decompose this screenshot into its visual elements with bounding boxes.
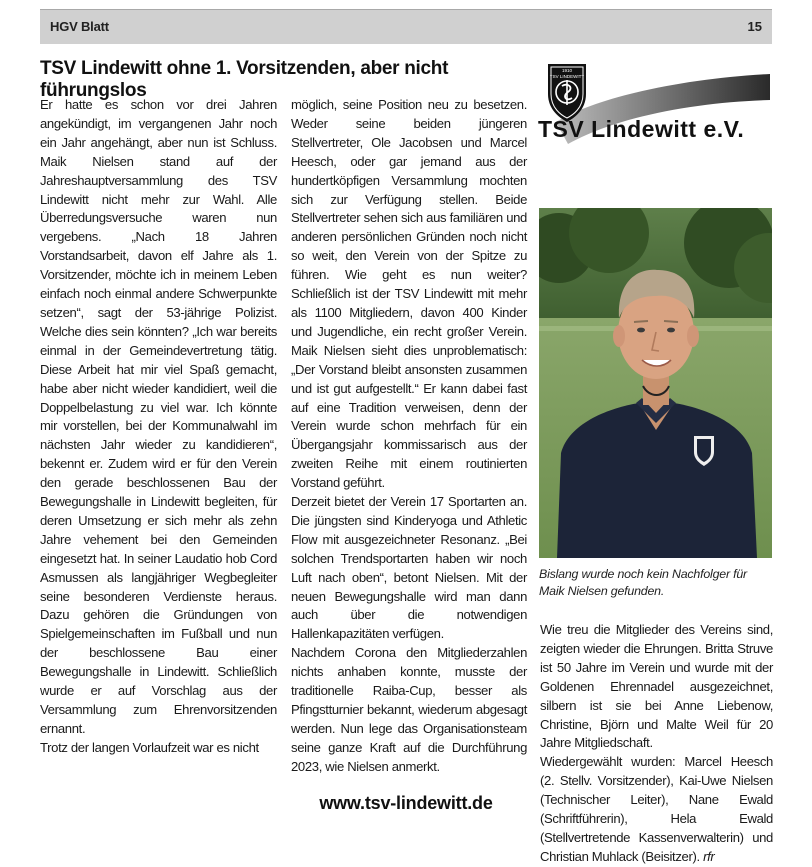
reelection-text: Wiedergewählt wurden: Marcel Heesch (2. Stellv. Vorsitzender), Kai-Uwe Nielsen (Technischer Leiter), Nane Ewald (Schriftführerin), Hela Ewald (Stellvertretende Kassenverwalterin) und Christian Muhlack (Beisitzer).: [540, 754, 773, 864]
club-logo: [538, 58, 772, 146]
publication-title: HGV Blatt: [50, 19, 109, 34]
article-paragraph-flow: Trotz der langen Vorlaufzeit war es nicht: [40, 739, 259, 755]
article-paragraph: Derzeit bietet der Verein 17 Sportarten an. Die jüngsten sind Kinderyoga und Athletic Flow mit ausgezeichneter Resonanz. „Bei solchen Trendsportarten haben wir noch Luft nach oben“, betont Nielsen. Mit der neuen Bewegungshalle wird man dann auch über die notwendigen Hallenkapazitäten verfügen.: [291, 494, 527, 642]
author-signature: rfr: [703, 848, 715, 864]
portrait-illustration: [539, 208, 772, 558]
article-paragraph-continued: möglich, seine Position neu zu besetzen. Weder seine beiden jüngeren Stellvertreter, Ole Jacobsen und Marcel Heesch, oder gar jemand aus der hundertköpfigen Versammlung mochten sich zur Verfügung stellen. Beide Stellvertreter sehen sich aus familiären und anderen persönlichen Gründen noch nicht so weit, den Verein von der Spitze zu führen. Wie geht es nun weiter? Schließlich ist der TSV Lindewitt mit mehr als 1100 Mitgliedern, davon 400 Kinder und Jugendliche, ein recht großer Verein. Maik Nielsen sieht dies unproblematisch: „Der Vorstand bleibt ansonsten zusammen und ist gut aufgestellt.“ Er kann dabei fast auf eine Tradition verweisen, denn der Verein wurde schon mehrfach für ein Übergangsjahr kommissarisch aus der zweiten Reihe mit einem routinierten Vorstand geführt.: [291, 97, 527, 491]
article-column-1: [40, 96, 277, 758]
article-headline: TSV Lindewitt ohne 1. Vorsitzenden, aber nicht führungslos: [40, 58, 449, 101]
article-paragraph-continued: Wie treu die Mitglieder des Vereins sind, zeigten wieder die Ehrungen. Britta Struve ist 50 Jahre im Verein und wurde mit der Goldenen Ehrennadel ausgezeichnet, silbern ist sie bei Anne Liebenow, Christine, Björn und Malte Weil für 20 Jahre Mitgliedschaft.: [540, 622, 773, 751]
article-paragraph: Er hatte es schon vor drei Jahren angekündigt, im vergangenen Jahr noch ein Jahr angehängt, aber nun ist Schluss. Maik Nielsen stand auf der Jahreshauptversammlung des TSV Lindewitt nicht mehr zur Wahl. Alle Überredungsversuche waren nun vergebens. „Nach 18 Jahren Vorstandsarbeit, davon elf Jahre als 1. Vorsitzender, möchte ich in meinem Leben einfach noch einmal andere Schwerpunkte setzen“, sagt der 53-jährige Polizist. Welche dies sein könnten? „Ich war bereits einmal in der Gemeindevertretung tätig. Diese Arbeit hat mir viel Spaß gemacht, habe aber nicht wieder kandidiert, weil die Doppelbelastung zu viel war. Ich könnte mir vorstellen, bei der Kommunalwahl im nächsten Jahr wieder zu kandidieren“, bekennt er. Zudem wird er für den Verein den gerade beschlossenen Bau der Bewegungshalle in Lindewitt begleiten, für deren Umsetzung er sich mehr als zehn Jahre vehement bei den Gemeinden eingesetzt hat. In seiner Laudatio hob Cord Asmussen als langjähriger Wegbegleiter seine besonderen Verdienste heraus. Dazu gehören die Gründungen von Spielgemeinschaften im Fußball und nun der beschlossene Bau einer Bewegungshalle in Lindewitt. Schließlich wurde er auf Vorschlag aus der Versammlung zum Ehrenvorsitzenden ernannt.: [40, 97, 277, 736]
photo-caption: Bislang wurde noch kein Nachfolger für Maik Nielsen gefunden.: [539, 567, 747, 598]
article-column-3: [540, 621, 773, 867]
article-paragraph: Nachdem Corona den Mitgliederzahlen nichts anhaben konnte, musste der traditionelle Raiba-Cup, besser als Pfingstturnier bekannt, wiederum abgesagt werden. Nun lege das Organisationsteam seine ganze Kraft auf die Durchführung 2023, wie Nielsen anmerkt.: [291, 645, 527, 774]
page-number: 15: [747, 19, 762, 34]
portrait-photo: [539, 208, 772, 558]
club-logo-graphic: [538, 58, 772, 146]
club-name: TSV Lindewitt e.V.: [538, 116, 745, 142]
crest-year: 1910: [561, 68, 573, 73]
article-column-2: [291, 96, 527, 777]
footer-url: www.tsv-lindewitt.de: [319, 793, 493, 813]
page-header: [40, 9, 772, 44]
crest-text: TSV LINDEWITT: [549, 74, 585, 79]
